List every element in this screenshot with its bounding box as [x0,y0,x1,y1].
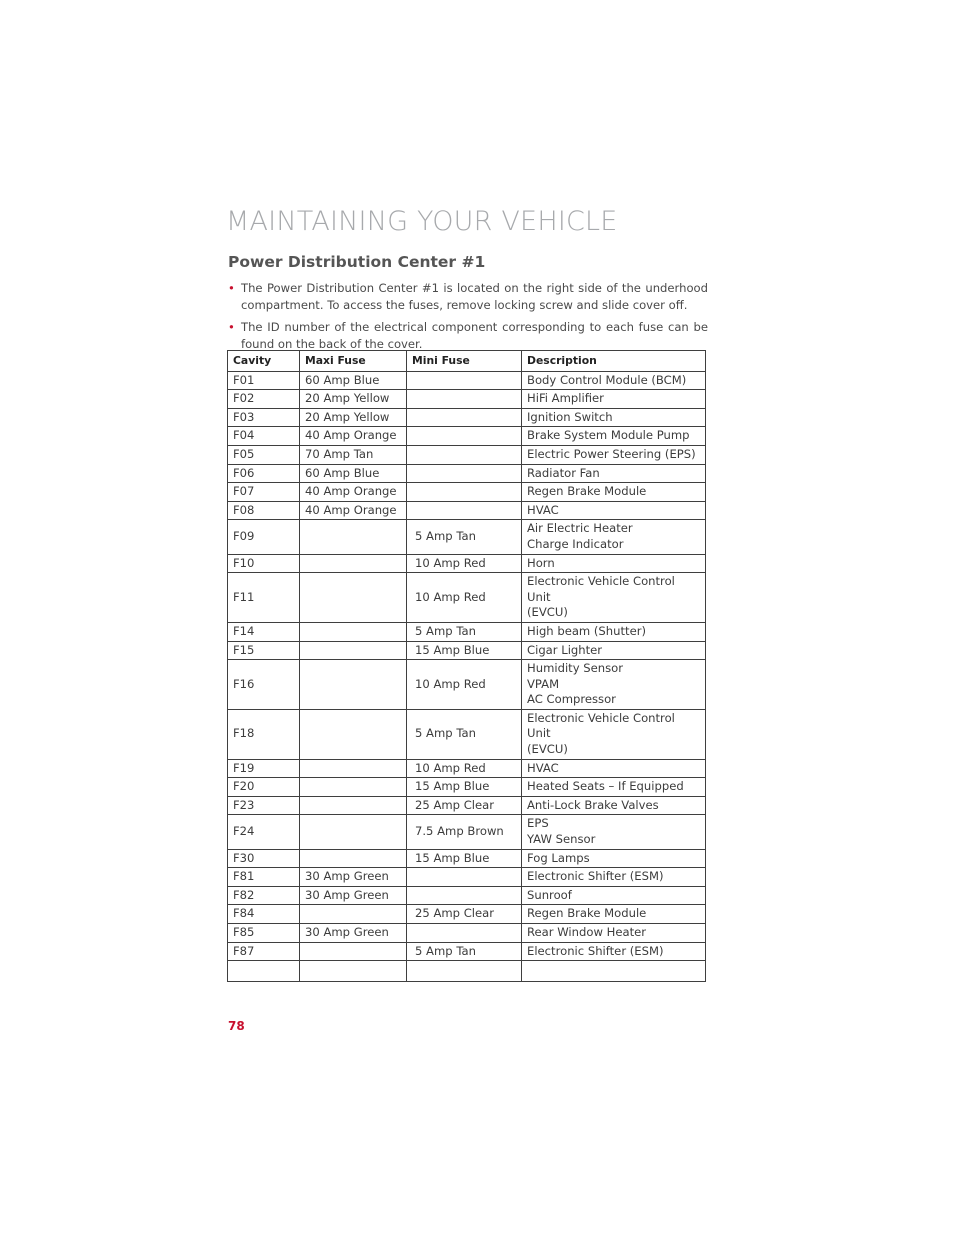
cell-description: Regen Brake Module [522,905,706,924]
cell-description: HVAC [522,759,706,778]
cell-maxi-fuse [300,622,407,641]
cell-maxi-fuse: 40 Amp Orange [300,427,407,446]
spacer-cell [228,961,300,982]
cell-mini-fuse [407,408,522,427]
cell-maxi-fuse: 20 Amp Yellow [300,408,407,427]
page-heading: Power Distribution Center #1 [228,253,486,271]
header-description: Description [522,351,706,372]
cell-mini-fuse: 10 Amp Red [407,759,522,778]
page-number: 78 [228,1019,245,1033]
cell-mini-fuse [407,371,522,390]
cell-cavity: F10 [228,554,300,573]
table-row [228,849,706,868]
cell-cavity: F05 [228,445,300,464]
table-row [228,905,706,924]
cell-cavity: F19 [228,759,300,778]
cell-cavity: F09 [228,520,300,554]
cell-maxi-fuse: 60 Amp Blue [300,464,407,483]
cell-description: Regen Brake Module [522,483,706,502]
cell-description: HVAC [522,501,706,520]
table-row [228,520,706,554]
cell-description: Electronic Shifter (ESM) [522,942,706,961]
cell-description: Brake System Module Pump [522,427,706,446]
cell-mini-fuse: 5 Amp Tan [407,942,522,961]
cell-cavity: F30 [228,849,300,868]
cell-description: Ignition Switch [522,408,706,427]
cell-maxi-fuse [300,905,407,924]
header-maxi-fuse: Maxi Fuse [300,351,407,372]
cell-cavity: F24 [228,815,300,849]
cell-mini-fuse: 5 Amp Tan [407,709,522,759]
cell-mini-fuse: 10 Amp Red [407,660,522,710]
fuse-table-body [228,371,706,982]
table-row [228,408,706,427]
cell-cavity: F84 [228,905,300,924]
table-row [228,796,706,815]
table-row [228,622,706,641]
cell-description: HiFi Amplifier [522,390,706,409]
cell-maxi-fuse: 30 Amp Green [300,924,407,943]
table-row [228,868,706,887]
cell-mini-fuse [407,464,522,483]
cell-maxi-fuse [300,849,407,868]
cell-description: Sunroof [522,886,706,905]
cell-mini-fuse: 25 Amp Clear [407,905,522,924]
cell-maxi-fuse: 40 Amp Orange [300,501,407,520]
cell-mini-fuse: 15 Amp Blue [407,849,522,868]
cell-cavity: F01 [228,371,300,390]
cell-cavity: F20 [228,778,300,797]
cell-cavity: F02 [228,390,300,409]
cell-description: Anti-Lock Brake Valves [522,796,706,815]
cell-cavity: F03 [228,408,300,427]
section-title: MAINTAINING YOUR VEHICLE [226,206,618,237]
cell-maxi-fuse [300,554,407,573]
cell-maxi-fuse [300,778,407,797]
cell-cavity: F18 [228,709,300,759]
cell-description: Cigar Lighter [522,641,706,660]
table-row [228,942,706,961]
cell-maxi-fuse [300,709,407,759]
cell-cavity: F87 [228,942,300,961]
cell-description: Electronic Vehicle Control Unit (EVCU) [522,709,706,759]
table-header-row [228,351,706,372]
cell-description: Fog Lamps [522,849,706,868]
cell-maxi-fuse [300,573,407,623]
table-row [228,427,706,446]
cell-mini-fuse [407,427,522,446]
cell-cavity: F07 [228,483,300,502]
cell-mini-fuse: 5 Amp Tan [407,622,522,641]
table-row [228,759,706,778]
cell-description: Body Control Module (BCM) [522,371,706,390]
cell-description: Humidity Sensor VPAM AC Compressor [522,660,706,710]
bullet-text: The ID number of the electrical component corresponding to each fuse can be found on the back of the cover. [241,320,708,351]
cell-description: Horn [522,554,706,573]
cell-maxi-fuse [300,660,407,710]
table-row [228,371,706,390]
table-row [228,464,706,483]
fuse-table-head [228,351,706,372]
cell-mini-fuse: 15 Amp Blue [407,641,522,660]
cell-cavity: F23 [228,796,300,815]
cell-description: Heated Seats – If Equipped [522,778,706,797]
cell-cavity: F14 [228,622,300,641]
cell-cavity: F11 [228,573,300,623]
cell-cavity: F06 [228,464,300,483]
table-row [228,501,706,520]
cell-description: Air Electric Heater Charge Indicator [522,520,706,554]
bullet-list [228,280,708,358]
cell-description: Rear Window Heater [522,924,706,943]
cell-mini-fuse [407,390,522,409]
cell-description: Radiator Fan [522,464,706,483]
cell-maxi-fuse [300,942,407,961]
cell-mini-fuse [407,924,522,943]
cell-cavity: F81 [228,868,300,887]
bullet-icon: • [228,320,235,334]
table-row [228,660,706,710]
cell-description: EPS YAW Sensor [522,815,706,849]
spacer-cell [407,961,522,982]
table-row [228,709,706,759]
spacer-cell [300,961,407,982]
cell-description: Electronic Shifter (ESM) [522,868,706,887]
table-row [228,554,706,573]
table-spacer-row [228,961,706,982]
cell-mini-fuse [407,886,522,905]
cell-description: Electronic Vehicle Control Unit (EVCU) [522,573,706,623]
cell-mini-fuse: 25 Amp Clear [407,796,522,815]
header-cavity: Cavity [228,351,300,372]
cell-maxi-fuse [300,815,407,849]
bullet-item [228,319,708,353]
cell-mini-fuse: 10 Amp Red [407,573,522,623]
cell-maxi-fuse [300,759,407,778]
cell-cavity: F15 [228,641,300,660]
table-row [228,924,706,943]
table-row [228,573,706,623]
table-row [228,815,706,849]
cell-maxi-fuse: 30 Amp Green [300,886,407,905]
cell-cavity: F16 [228,660,300,710]
cell-maxi-fuse [300,796,407,815]
cell-maxi-fuse: 70 Amp Tan [300,445,407,464]
header-mini-fuse: Mini Fuse [407,351,522,372]
cell-description: High beam (Shutter) [522,622,706,641]
table-row [228,445,706,464]
cell-mini-fuse: 10 Amp Red [407,554,522,573]
cell-maxi-fuse [300,641,407,660]
table-row [228,483,706,502]
cell-maxi-fuse: 20 Amp Yellow [300,390,407,409]
cell-mini-fuse: 7.5 Amp Brown [407,815,522,849]
cell-cavity: F04 [228,427,300,446]
table-row [228,641,706,660]
table-row [228,886,706,905]
spacer-cell [522,961,706,982]
cell-cavity: F82 [228,886,300,905]
cell-mini-fuse [407,868,522,887]
cell-maxi-fuse: 60 Amp Blue [300,371,407,390]
cell-cavity: F85 [228,924,300,943]
fuse-table [227,350,706,982]
bullet-text: The Power Distribution Center #1 is located on the right side of the underhood compartment. To access the fuses, remove locking screw and slide cover off. [241,281,708,312]
cell-mini-fuse [407,445,522,464]
cell-maxi-fuse [300,520,407,554]
cell-description: Electric Power Steering (EPS) [522,445,706,464]
bullet-item [228,280,708,314]
cell-mini-fuse [407,483,522,502]
cell-mini-fuse: 15 Amp Blue [407,778,522,797]
cell-mini-fuse: 5 Amp Tan [407,520,522,554]
cell-maxi-fuse: 30 Amp Green [300,868,407,887]
cell-mini-fuse [407,501,522,520]
cell-cavity: F08 [228,501,300,520]
bullet-icon: • [228,281,235,295]
cell-maxi-fuse: 40 Amp Orange [300,483,407,502]
table-row [228,778,706,797]
table-row [228,390,706,409]
